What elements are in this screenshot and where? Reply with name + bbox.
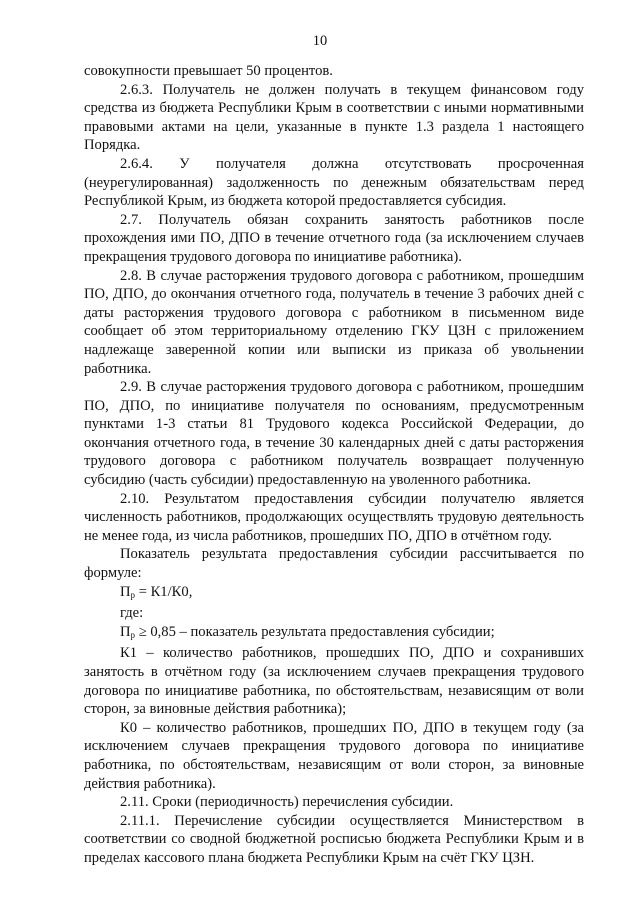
paragraph-2-6-4: 2.6.4. У получателя должна отсутствовать просроченная (неурегулированная) задолженность по денежным обязательствам перед Республикой Крым, из бюджета которой предоставляется субсидия. xyxy=(84,155,584,210)
paragraph-2-11-1: 2.11.1. Перечисление субсидии осуществляется Министерством в соответствии со сводной бюджетной росписью бюджета Республики Крым и в пределах кассового плана бюджета Республики Крым на счёт ГКУ ЦЗН. xyxy=(84,812,584,866)
document-body xyxy=(84,62,584,868)
formula-symbol: П xyxy=(120,623,131,640)
formula-symbol: П xyxy=(120,583,131,600)
formula-threshold-line xyxy=(84,623,584,645)
formula-threshold: ≥ 0,85 – показатель результата предоставления субсидии; xyxy=(135,623,495,640)
paragraph-2-10: 2.10. Результатом предоставления субсидии получателю является численность работников, продолжающих осуществлять трудовую деятельность не менее года, из числа работников, прошедших ПО, ДПО в отчётном году. xyxy=(84,490,584,544)
formula-subscript: р xyxy=(130,589,136,600)
formula-line xyxy=(84,583,584,605)
definition-k1: К1 – количество работников, прошедших ПО, ДПО и сохранивших занятость в отчётном году (за исключением случаев прекращения трудового договора по инициативе работника, по обстоятельствам, независящим от воли сторон, за виновные действия работника); xyxy=(84,645,584,718)
page-number: 10 xyxy=(312,33,328,49)
paragraph-formula-intro: Показатель результата предоставления субсидии рассчитывается по формуле: xyxy=(84,546,584,582)
formula-where: где: xyxy=(120,605,144,622)
paragraph-2-11: 2.11. Сроки (периодичность) перечисления субсидии. xyxy=(120,794,454,811)
formula-subscript: р xyxy=(130,629,136,640)
paragraph: совокупности превышает 50 процентов. xyxy=(84,63,333,79)
definition-k0: К0 – количество работников, прошедших ПО, ДПО в текущем году (за исключением случаев прекращения трудового договора по инициативе работника, по обстоятельствам, независящим от воли сторон, за виновные действия работника). xyxy=(84,719,584,792)
paragraph-2-7: 2.7. Получатель обязан сохранить занятость работников после прохождения ими ПО, ДПО в течение отчетного года (за исключением случаев прекращения трудового договора по инициативе работника). xyxy=(84,211,584,265)
paragraph-2-8: 2.8. В случае расторжения трудового договора с работником, прошедшим ПО, ДПО, до окончания отчетного года, получатель в течение 3 рабочих дней с даты расторжения трудового договора с работником в письменном виде сообщает об этом территориальному отделению ГКУ ЦЗН с приложением надлежаще заверенной копии или выписки из приказа об увольнении работника. xyxy=(84,267,584,377)
paragraph-2-6-3: 2.6.3. Получатель не должен получать в текущем финансовом году средства из бюджета Республики Крым в соответствии с иными нормативными правовыми актами на цели, указанные в пункте 1.3 раздела 1 настоящего Порядка. xyxy=(84,81,584,154)
paragraph-2-9: 2.9. В случае расторжения трудового договора с работником, прошедшим ПО, ДПО, по инициативе получателя по основаниям, предусмотренным пунктами 1-3 статьи 81 Трудового кодекса Российской Федерации, до окончания отчетного года, в течение 30 календарных дней с даты расторжения трудового договора с работником получатель возвращает полученную субсидию (часть субсидии) предоставленную на уволенного работника. xyxy=(84,379,584,489)
formula-expression: = К1/К0, xyxy=(135,583,193,600)
